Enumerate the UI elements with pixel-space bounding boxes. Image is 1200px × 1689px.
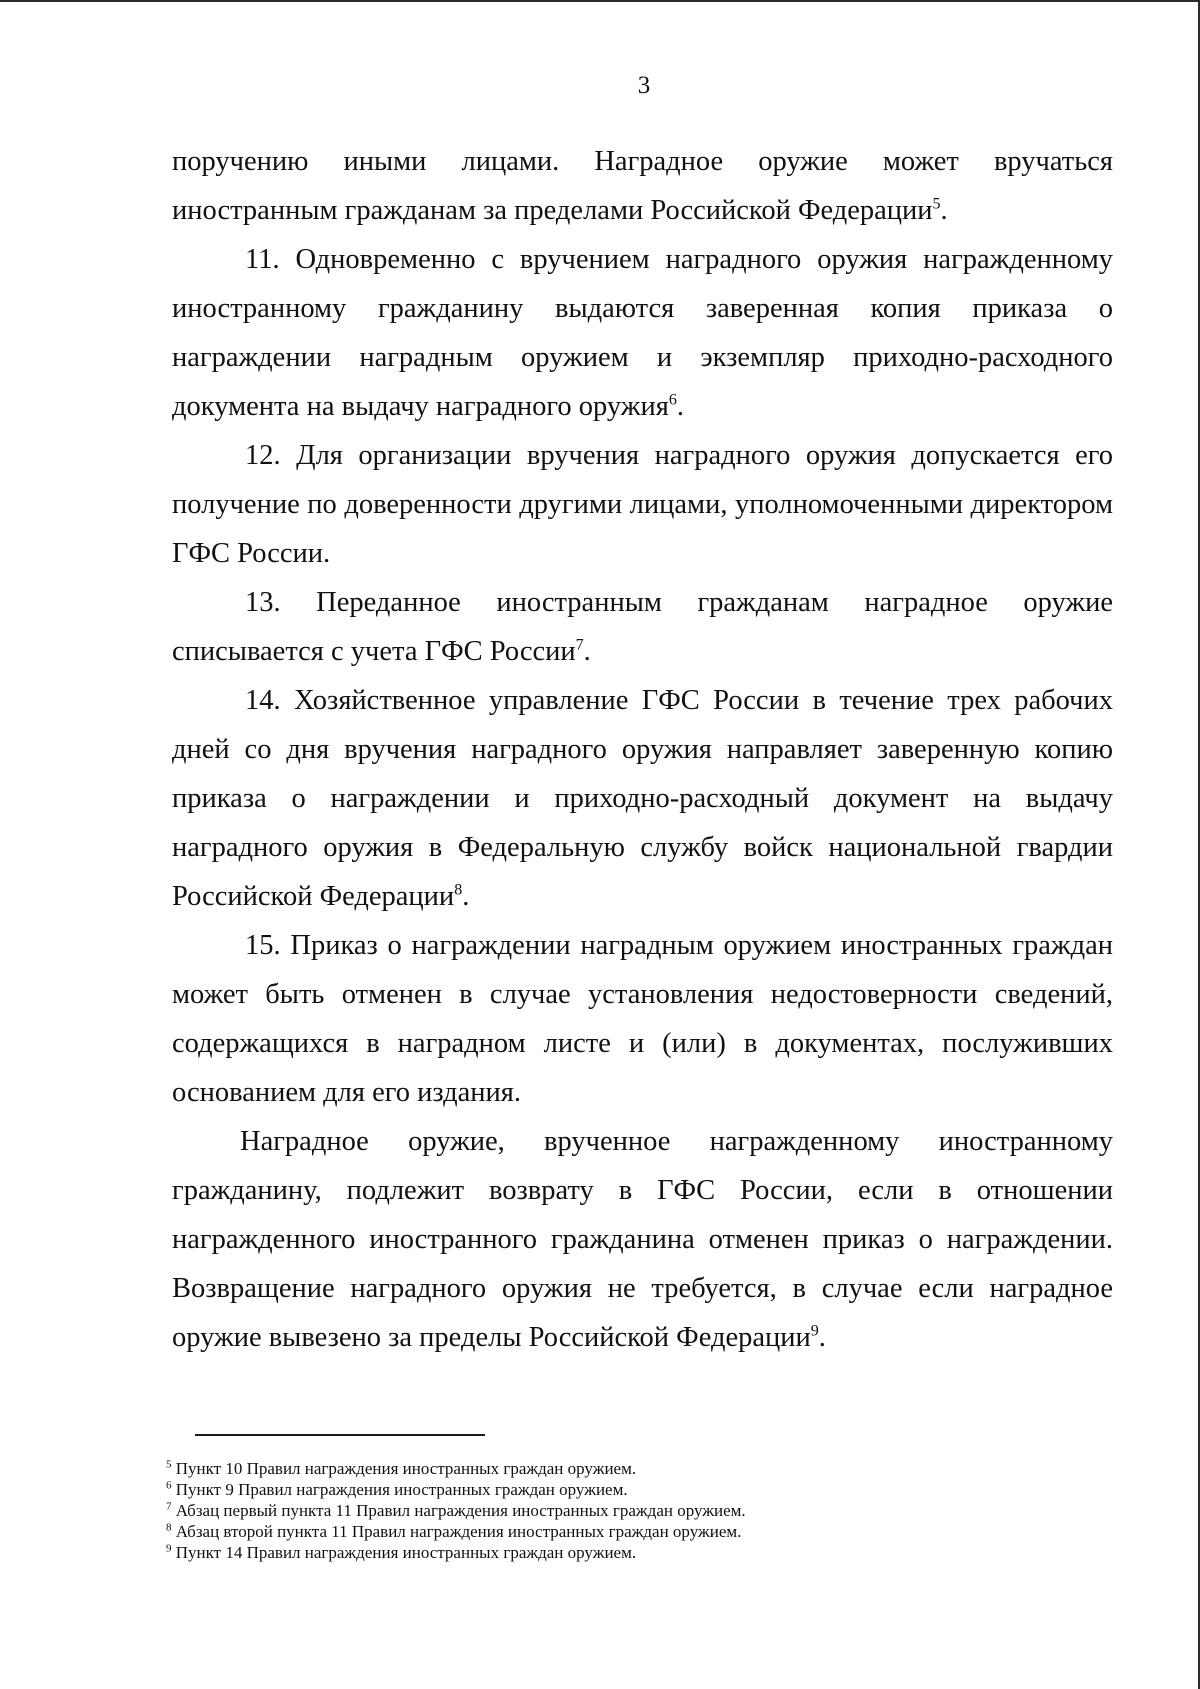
footnote-5	[166, 1458, 1066, 1479]
footnote-text: Пункт 14 Правил награждения иностранных граждан оружием.	[175, 1543, 637, 1562]
footnote-text: Абзац второй пункта 11 Правил награждения иностранных граждан оружием.	[175, 1522, 742, 1541]
footnote-number: 8	[166, 1521, 172, 1534]
paragraph-text: поручению иными лицами. Наградное оружие может вручаться иностранным гражданам за пределами Российской Федерации	[172, 146, 1113, 226]
paragraph-text: 15. Приказ о награждении наградным оружием иностранных граждан может быть отменен в случае установления недостоверности сведений, содержащихся в наградном листе и (или) в документах, послуживших основанием для его издания.	[172, 930, 1113, 1108]
paragraph-continuation: поручению иными лицами. Наградное оружие может вручаться иностранным гражданам за пределами Российской Федерации$^5$.	[172, 146, 1113, 226]
footnote-7	[166, 1500, 1066, 1521]
footnote-ref: 6	[668, 391, 677, 409]
document-body	[172, 137, 1113, 1362]
footnote-ref: 9	[810, 1322, 819, 1340]
paragraph-item-11: 11. Одновременно с вручением наградного оружия награжденному иностранному гражданину выдаются заверенная копия приказа о награждении наградным оружием и экземпляр приходно-расходного документа на выдачу наградного оружия$^6$.	[172, 244, 1113, 422]
paragraph-item-12	[172, 431, 1113, 578]
paragraph-item-14: 14. Хозяйственное управление ГФС России в течение трех рабочих дней со дня вручения наградного оружия направляет заверенную копию приказа о награждении и приходно-расходный документ на выдачу наградного оружия в Федеральную службу войск национальной гвардии Российской Федерации$^8$.	[172, 685, 1113, 912]
paragraph-text: 12. Для организации вручения наградного оружия допускается его получение по доверенности другими лицами, уполномоченными директором ГФС России.	[172, 440, 1113, 569]
footnote-ref: 7	[575, 636, 584, 654]
footnote-separator	[195, 1434, 485, 1436]
paragraph-item-15-second: Наградное оружие, врученное награжденному иностранному гражданину, подлежит возврату в ГФС России, если в отношении награжденного иностранного гражданина отменен приказ о награждении. Возвращение наградного оружия не требуется, в случае если наградное оружие вывезено за пределы Российской Федерации$^9$.	[172, 1126, 1113, 1353]
footnote-8	[166, 1521, 1066, 1542]
footnote-text: Пункт 9 Правил награждения иностранных граждан оружием.	[175, 1480, 628, 1499]
paragraph-text: 11. Одновременно с вручением наградного оружия награжденному иностранному гражданину выдаются заверенная копия приказа о награждении наградным оружием и экземпляр приходно-расходного документа на выдачу наградного оружия	[172, 244, 1113, 422]
footnote-6	[166, 1479, 1066, 1500]
paragraph-text: 13. Переданное иностранным гражданам наградное оружие списывается с учета ГФС России	[172, 587, 1113, 667]
scan-edge-top	[0, 0, 1200, 2]
paragraph-text: 14. Хозяйственное управление ГФС России в течение трех рабочих дней со дня вручения наградного оружия направляет заверенную копию приказа о награждении и приходно-расходный документ на выдачу наградного оружия в Федеральную службу войск национальной гвардии Российской Федерации	[172, 685, 1113, 912]
paragraph-item-15	[172, 921, 1113, 1117]
footnote-number: 5	[166, 1458, 172, 1471]
footnote-text: Абзац первый пункта 11 Правил награждения иностранных граждан оружием.	[175, 1501, 746, 1520]
footnote-9	[166, 1542, 1066, 1563]
footnote-number: 7	[166, 1500, 172, 1513]
footnotes	[166, 1458, 1066, 1563]
footnote-number: 9	[166, 1542, 172, 1555]
footnote-ref: 5	[932, 195, 941, 213]
page-number: 3	[637, 72, 651, 99]
paragraph-text: Наградное оружие, врученное награжденному иностранному гражданину, подлежит возврату в ГФС России, если в отношении награжденного иностранного гражданина отменен приказ о награждении. Возвращение наградного оружия не требуется, в случае если наградное оружие вывезено за пределы Российской Федерации	[172, 1126, 1113, 1353]
footnote-text: Пункт 10 Правил награждения иностранных граждан оружием.	[175, 1459, 637, 1478]
footnote-number: 6	[166, 1479, 172, 1492]
footnote-ref: 8	[454, 881, 463, 899]
paragraph-item-13: 13. Переданное иностранным гражданам наградное оружие списывается с учета ГФС России$^7$.	[172, 587, 1113, 667]
